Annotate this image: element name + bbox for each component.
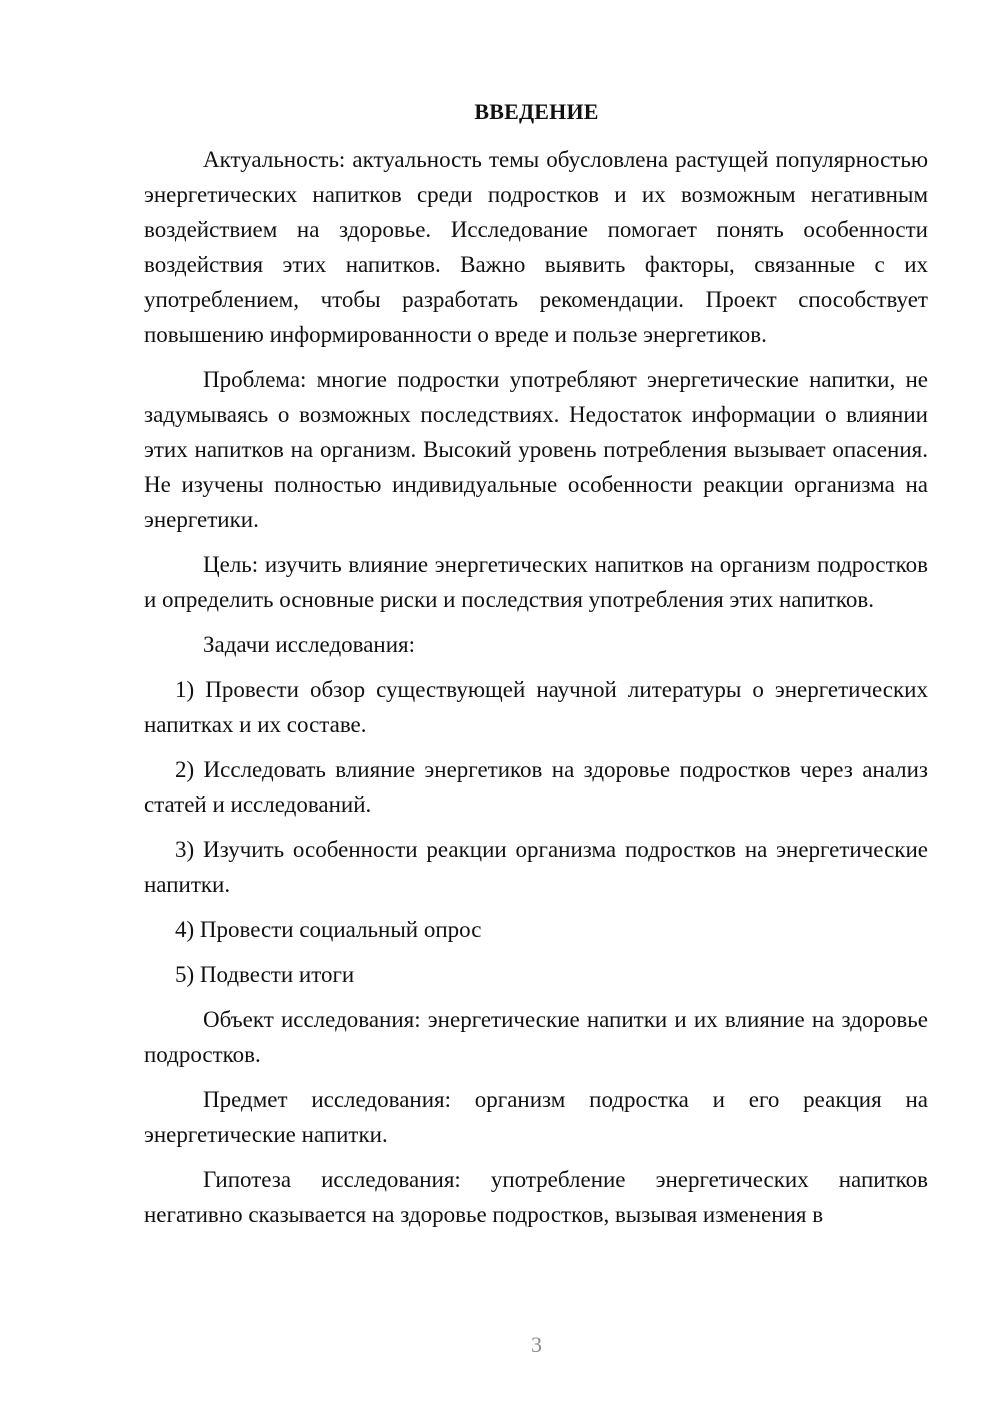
subject-paragraph: Предмет исследования: организм подростка и его реакция на энергетические напитки. [144,1087,928,1147]
page-title: ВВЕДЕНИЕ [474,99,599,124]
task-item: 3) Изучить особенности реакции организма подростков на энергетические напитки. [144,837,928,897]
hypothesis-paragraph: Гипотеза исследования: употребление энергетических напитков негативно сказывается на здоровье подростков, вызывая изменения в [144,1167,928,1227]
task-item: 2) Исследовать влияние энергетиков на здоровье подростков через анализ статей и исследований. [144,757,928,817]
body-text [144,142,928,1242]
problem-paragraph: Проблема: многие подростки употребляют энергетические напитки, не задумываясь о возможных последствиях. Недостаток информации о влиянии этих напитков на организм. Высокий уровень потребления вызывает опасения. Не изучены полностью индивидуальные особенности реакции организма на энергетики. [144,367,928,532]
tasks-heading: Задачи исследования: [203,632,416,657]
object-paragraph: Объект исследования: энергетические напитки и их влияние на здоровье подростков. [144,1007,928,1067]
task-item: 4) Провести социальный опрос [175,917,482,942]
task-item: 1) Провести обзор существующей научной литературы о энергетических напитках и их составе. [144,677,928,737]
relevance-paragraph: Актуальность: актуальность темы обусловлена растущей популярностью энергетических напитков среди подростков и их возможным негативным воздействием на здоровье. Исследование помогает понять особенности воздействия этих напитков. Важно выявить факторы, связанные с их употреблением, чтобы разработать рекомендации. Проект способствует повышению информированности о вреде и пользе энергетиков. [144,147,928,347]
page-number: 3 [531,1332,542,1357]
goal-paragraph: Цель: изучить влияние энергетических напитков на организм подростков и определить основные риски и последствия употребления этих напитков. [144,552,928,612]
task-item: 5) Подвести итоги [175,962,355,987]
